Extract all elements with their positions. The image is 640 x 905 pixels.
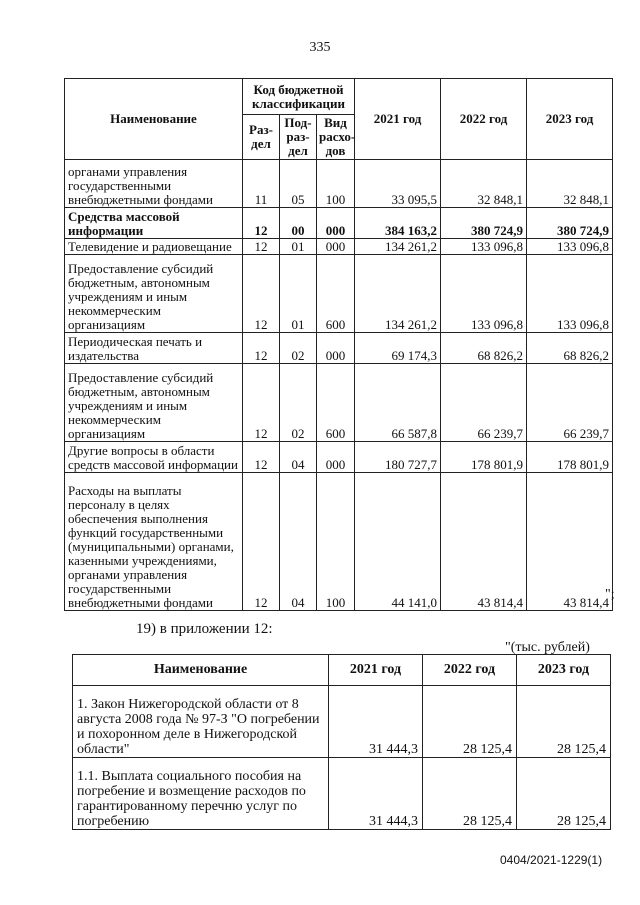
header-2022: 2022 год (423, 655, 517, 686)
table-row: Другие вопросы в области средств массовой информации 12 04 000 180 727,7 178 801,9 178 801,9 (65, 442, 613, 473)
header-code-group: Код бюджетной классификации (243, 79, 355, 115)
header-name: Наименование (73, 655, 329, 686)
table-row: 1.1. Выплата социального пособия на погребение и возмещение расходов по гарантированному перечню услуг по погребению 31 444,3 28 125,4 28 125,4 (73, 758, 611, 830)
header-section: Раз-дел (243, 115, 280, 160)
header-2022: 2022 год (441, 79, 527, 160)
table-row: Периодическая печать и издательства 12 02 000 69 174,3 68 826,2 68 826,2 (65, 333, 613, 364)
closing-quote-mark: "; (605, 587, 615, 602)
table-row: органами управления государственными внебюджетными фондами 11 05 100 33 095,5 32 848,1 32 848,1 (65, 160, 613, 208)
header-2021: 2021 год (329, 655, 423, 686)
header-2021: 2021 год (355, 79, 441, 160)
units-note: "(тыс. рублей) (505, 640, 590, 655)
budget-table (64, 78, 613, 611)
header-2023: 2023 год (527, 79, 613, 160)
header-subsection: Под-раз-дел (280, 115, 317, 160)
table-row: Расходы на выплаты персоналу в целях обеспечения выполнения функций государственными (муниципальными) органами, казенными учреждениями, органами управления государственными внебюджетными фондами 12 04 100 44 141,0 43 814,4 43 814,4 (65, 473, 613, 611)
table-row: Средства массовой информации 12 00 000 384 163,2 380 724,9 380 724,9 (65, 208, 613, 239)
table-row: Телевидение и радиовещание 12 01 000 134 261,2 133 096,8 133 096,8 (65, 239, 613, 255)
header-expense-type: Вид расхо-дов (317, 115, 355, 160)
table-row: Предоставление субсидий бюджетным, автономным учреждениям и иным некоммерческим организациям 12 02 600 66 587,8 66 239,7 66 239,7 (65, 364, 613, 442)
page-number: 335 (309, 40, 331, 55)
header-name: Наименование (65, 79, 243, 160)
header-2023: 2023 год (517, 655, 611, 686)
table-row: Предоставление субсидий бюджетным, автономным учреждениям и иным некоммерческим организациям 12 01 600 134 261,2 133 096,8 133 096,8 (65, 255, 613, 333)
table-row: 1. Закон Нижегородской области от 8 августа 2008 года № 97-З "О погребении и похоронном деле в Нижегородской области" 31 444,3 28 125,4 28 125,4 (73, 686, 611, 758)
section-heading: 19) в приложении 12: (136, 621, 273, 637)
document-code: 0404/2021-1229(1) (500, 853, 603, 867)
appendix-table (72, 654, 611, 830)
